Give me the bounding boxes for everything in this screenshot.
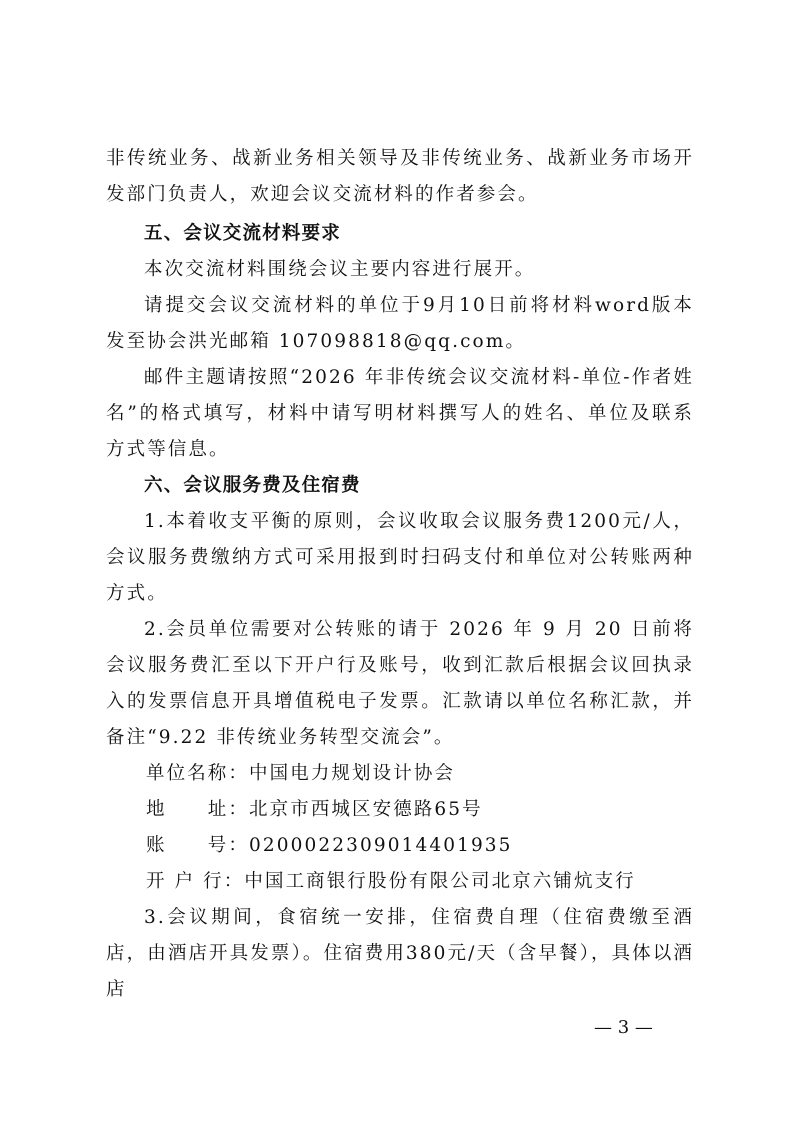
paragraph-material-topic: 本次交流材料围绕会议主要内容进行展开。	[144, 259, 536, 280]
paragraph-attendees: 非传统业务、战新业务相关领导及非传统业务、战新业务市场开发部门负责人，欢迎会议交流材料的作者参会。	[106, 148, 694, 205]
bank-info-address	[146, 792, 483, 828]
bank-info-bank	[146, 864, 636, 900]
address-label: 地 址：	[146, 799, 250, 820]
unit-name-label: 单位名称：	[146, 763, 250, 784]
paragraph-email-subject: 邮件主题请按照“2026 年非传统会议交流材料-单位-作者姓名”的格式填写，材料中请写明材料撰写人的姓名、单位及联系方式等信息。	[106, 367, 694, 460]
bank-info-unit	[146, 756, 455, 792]
bank-info-account	[146, 828, 513, 864]
account-label: 账 号：	[146, 835, 250, 856]
unit-name-value: 中国电力规划设计协会	[249, 763, 456, 784]
paragraph-accommodation: 3.会议期间，食宿统一安排，住宿费自理（住宿费缴至酒店，由酒店开具发票）。住宿费用380元/天（含早餐），具体以酒店	[106, 907, 694, 1000]
section-heading-5: 五、会议交流材料要求	[144, 223, 342, 244]
page-number: — 3 —	[594, 1017, 653, 1038]
account-value: 0200022309014401935	[249, 835, 513, 856]
bank-label: 开 户 行：	[146, 871, 245, 892]
paragraph-service-fee: 1.本着收支平衡的原则，会议收取会议服务费1200元/人，会议服务费缴纳方式可采用报到时扫码支付和单位对公转账两种方式。	[106, 511, 694, 604]
paragraph-submission: 请提交会议交流材料的单位于9月10日前将材料word版本发至协会洪光邮箱 107098818@qq.com。	[106, 295, 694, 352]
paragraph-bank-transfer: 2.会员单位需要对公转账的请于 2026 年 9 月 20 日前将会议服务费汇至以下开户行及账号，收到汇款后根据会议回执录入的发票信息开具增值税电子发票。汇款请以单位名称汇款，并备注“9.22 非传统业务转型交流会”。	[106, 619, 694, 748]
bank-value: 中国工商银行股份有限公司北京六铺炕支行	[244, 871, 636, 892]
section-heading-6: 六、会议服务费及住宿费	[144, 475, 361, 496]
address-value: 北京市西城区安德路65号	[249, 799, 483, 820]
